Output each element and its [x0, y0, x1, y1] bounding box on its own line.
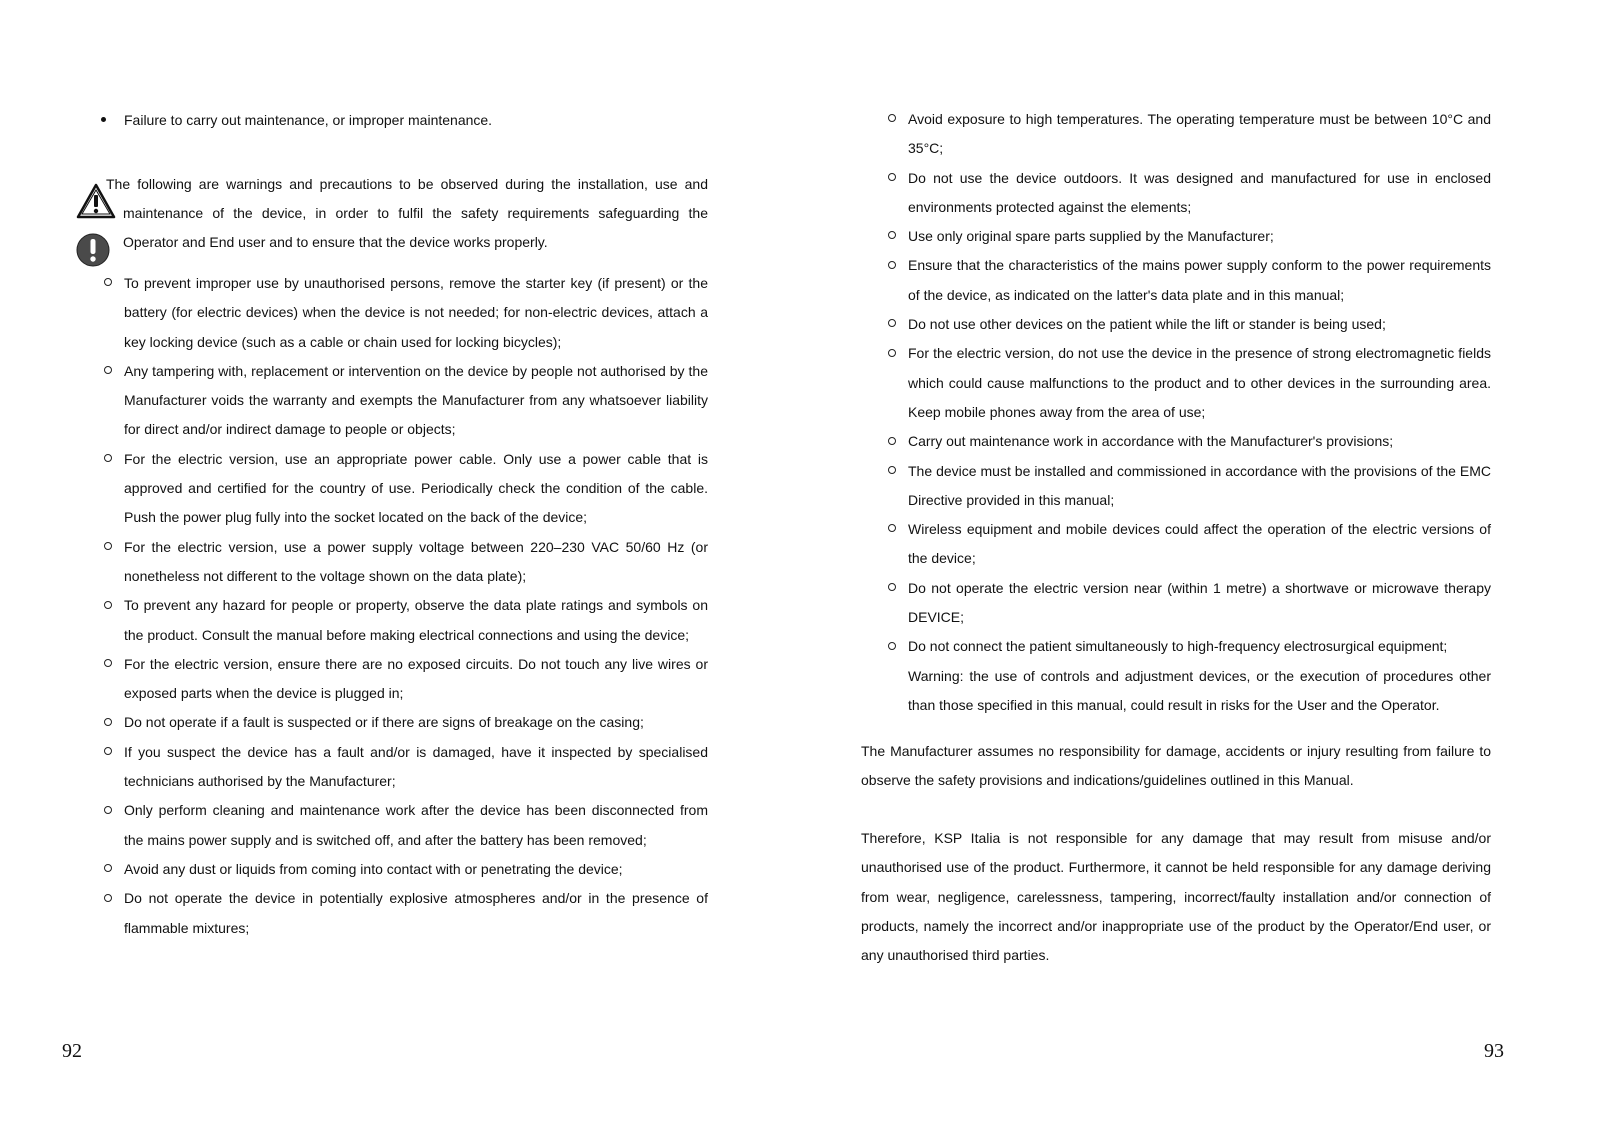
intro-first-line: The following are warnings and precautions to be observed during the installation, use and [106, 176, 708, 192]
list-item: Do not operate the electric version near (within 1 metre) a shortwave or microwave therapy DEVICE; [908, 574, 1491, 633]
responsibility-paragraph: The Manufacturer assumes no responsibility for damage, accidents or injury resulting from failure to observe the safety provisions and indications/guidelines outlined in this Manual. [861, 743, 1491, 789]
exclamation-circle-icon [76, 232, 112, 268]
list-item: For the electric version, ensure there are no exposed circuits. Do not touch any live wires or exposed parts when the device is plugged in; [124, 650, 708, 709]
list-item: Do not use the device outdoors. It was designed and manufactured for use in enclosed environments protected against the elements; [908, 164, 1491, 223]
list-item: For the electric version, use a power supply voltage between 220–230 VAC 50/60 Hz (or nonetheless not different to the voltage shown on the data plate); [124, 533, 708, 592]
page-number-left: 92 [62, 1040, 82, 1062]
list-item: For the electric version, use an appropriate power cable. Only use a power cable that is approved and certified for the country of use. Periodically check the condition of the cable. Push the power plug fully into the socket located on the back of the device; [124, 445, 708, 533]
warning-note: Warning: the use of controls and adjustment devices, or the execution of procedures other than those specified in this manual, could result in risks for the User and the Operator. [908, 667, 1491, 713]
list-item: Do not operate the device in potentially explosive atmospheres and/or in the presence of flammable mixtures; [124, 884, 708, 943]
list-item: The device must be installed and commissioned in accordance with the provisions of the EMC Directive provided in this manual; [908, 457, 1491, 516]
intro-rest: maintenance of the device, in order to fulfil the safety requirements safeguarding the Operator and End user and to ensure that the device works properly. [123, 205, 708, 251]
page-number-right: 93 [1484, 1040, 1504, 1062]
list-item: Ensure that the characteristics of the mains power supply conform to the power requirements of the device, as indicated on the latter's data plate and in this manual; [908, 251, 1491, 310]
top-bullet: Failure to carry out maintenance, or improper maintenance. [124, 106, 708, 135]
precautions-list-right [908, 105, 1491, 720]
precautions-list-left [124, 269, 708, 943]
bullet-dot [101, 106, 106, 135]
list-item: Avoid exposure to high temperatures. The operating temperature must be between 10°C and 35°C; [908, 105, 1491, 164]
list-item: To prevent improper use by unauthorised persons, remove the starter key (if present) or the battery (for electric devices) when the device is not needed; for non-electric devices, attach a key locking device (such as a cable or chain used for locking bicycles); [124, 269, 708, 357]
list-item: Any tampering with, replacement or intervention on the device by people not authorised by the Manufacturer voids the warranty and exempts the Manufacturer from any whatsoever liability for direct and/or indirect damage to people or objects; [124, 357, 708, 445]
list-item: Only perform cleaning and maintenance work after the device has been disconnected from the mains power supply and is switched off, and after the battery has been removed; [124, 796, 708, 855]
list-item: Do not use other devices on the patient while the lift or stander is being used; [908, 310, 1491, 339]
liability-paragraph: Therefore, KSP Italia is not responsible for any damage that may result from misuse and/or unauthorised use of the product. Furthermore, it cannot be held responsible for any damage deriving from wear, negligence, carelessness, tampering, incorrect/faulty installation and/or connection of products, namely the incorrect and/or inappropriate use of the product by the Operator/End user, or any unauthorised third parties. [861, 830, 1491, 964]
list-item: If you suspect the device has a fault and/or is damaged, have it inspected by specialised technicians authorised by the Manufacturer; [124, 738, 708, 797]
list-item: Do not connect the patient simultaneously to high-frequency electrosurgical equipment; [908, 632, 1491, 661]
list-item: Avoid any dust or liquids from coming into contact with or penetrating the device; [124, 855, 708, 884]
list-item: Do not operate if a fault is suspected or if there are signs of breakage on the casing; [124, 708, 708, 737]
list-item: Use only original spare parts supplied by the Manufacturer; [908, 222, 1491, 251]
list-item: Carry out maintenance work in accordance with the Manufacturer's provisions; [908, 427, 1491, 456]
list-item: Wireless equipment and mobile devices could affect the operation of the electric versions of the device; [908, 515, 1491, 574]
list-item: For the electric version, do not use the device in the presence of strong electromagnetic fields which could cause malfunctions to the product and to other devices in the surrounding area. Keep mobile phones away from the area of use; [908, 339, 1491, 427]
list-item: To prevent any hazard for people or property, observe the data plate ratings and symbols on the product. Consult the manual before making electrical connections and using the device; [124, 591, 708, 650]
page-right [800, 0, 1600, 1121]
